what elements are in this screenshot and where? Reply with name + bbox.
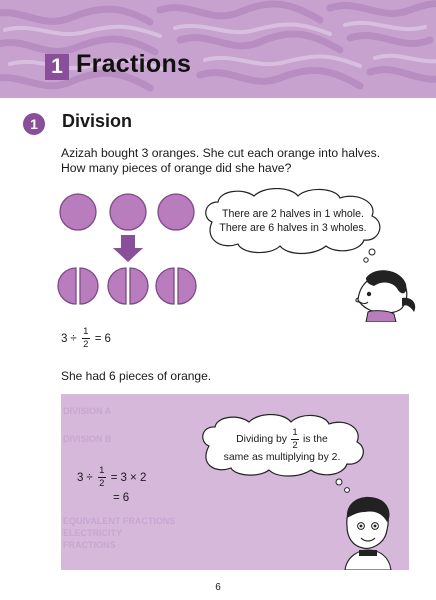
panel-equation-line-2: = 6 — [113, 492, 130, 504]
down-arrow-icon — [113, 235, 143, 262]
problem-text: Azizah bought 3 oranges. She cut each orange into halves. How many pieces of orange did she have? — [61, 146, 381, 175]
note-panel: DIVISION A DIVISION B EQUIVALENT FRACTIONS ELECTRICITY FRACTIONS 3 ÷ $\frac{1}{2}$ = 3 × 2 = 6 Dividing by $\frac{1}{2}$ is the same as multiplying by 2. — [61, 394, 409, 570]
eq1-op: ÷ — [70, 332, 77, 345]
orange-halves-2 — [108, 268, 148, 304]
panel-equation-line-1: 3 ÷ $\frac{1}{2}$ = 3 × 2 — [77, 465, 147, 489]
chapter-number: 1 — [45, 54, 69, 80]
section-title: Division — [62, 111, 133, 131]
eq1-left: 3 — [61, 332, 68, 345]
oranges-illustration — [55, 190, 205, 308]
panel-eq-fraction: $\frac{1}{2}$ — [99, 465, 105, 489]
orange-whole-3 — [158, 194, 194, 230]
page-number: 6 — [215, 582, 221, 593]
girl-illustration — [338, 246, 418, 322]
eq1-fraction: $\frac{1}{2}$ — [83, 326, 89, 350]
chapter-title: Fractions — [76, 50, 192, 78]
equation-1 — [61, 327, 111, 350]
eq1-result: 6 — [104, 332, 111, 345]
bubble-2-line-2: same as multiplying by 2. — [223, 452, 341, 463]
orange-halves-1 — [58, 268, 98, 304]
bubble-2-post: is the — [302, 433, 328, 445]
chapter-banner — [0, 0, 436, 98]
boy-illustration — [325, 478, 405, 570]
bubble-1-line-2: There are 6 halves in 3 wholes. — [219, 222, 367, 234]
orange-whole-1 — [60, 194, 96, 230]
bubble-2-fraction: $\frac{1}{2}$ — [292, 427, 298, 451]
section-number: 1 — [23, 113, 45, 135]
orange-whole-2 — [110, 194, 146, 230]
bubble-1-line-1: There are 2 halves in 1 whole. — [222, 208, 364, 220]
banner-pattern — [0, 0, 436, 98]
answer-text: She had 6 pieces of orange. — [61, 369, 212, 383]
bubble-2-pre: Dividing by — [236, 433, 287, 445]
eq1-equals: = — [94, 332, 102, 345]
thought-bubble-2 — [197, 414, 367, 478]
orange-halves-3 — [156, 268, 196, 304]
